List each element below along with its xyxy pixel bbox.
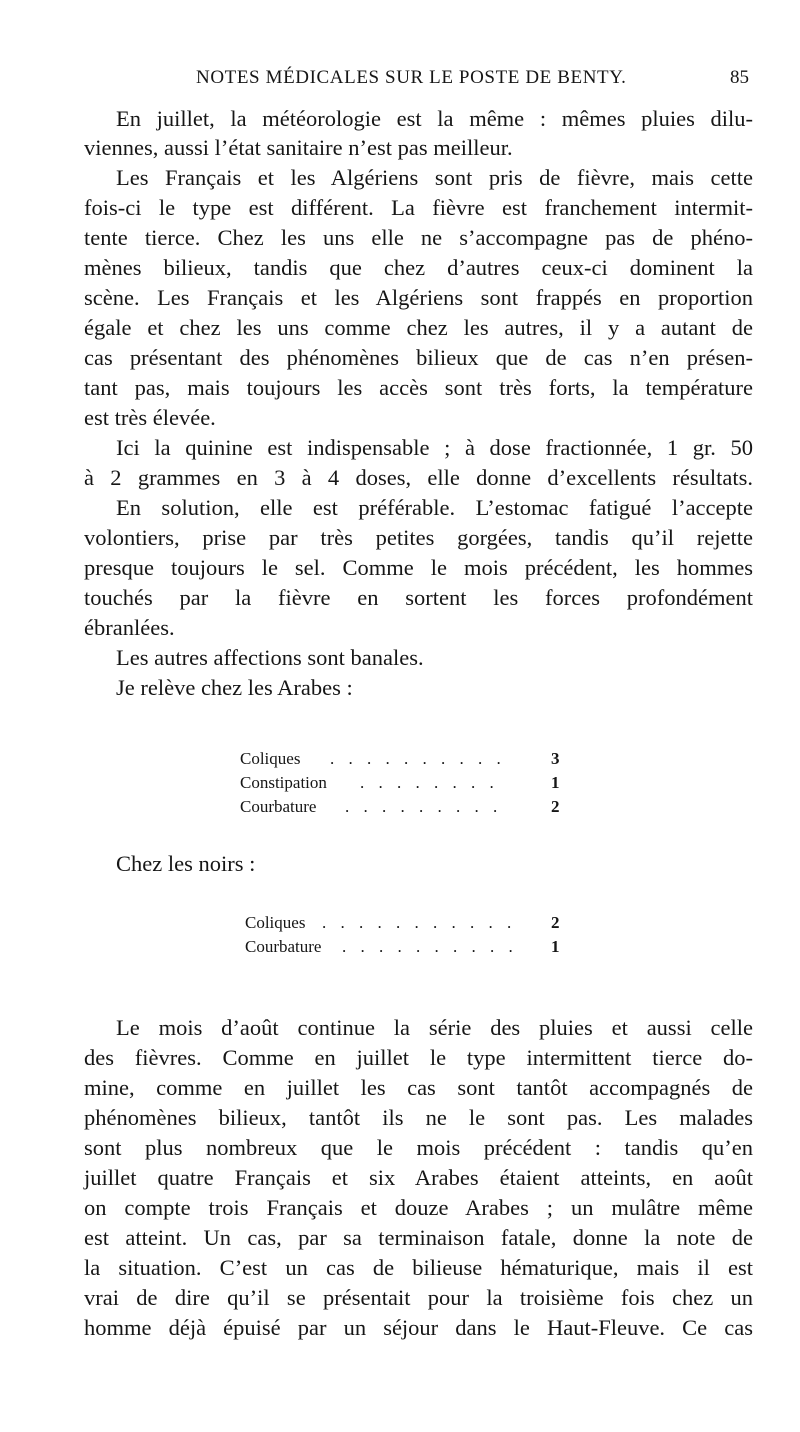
list-item-value: 1 bbox=[551, 773, 560, 792]
text-line: mènes bilieux, tandis que chez d’autres ceux-ci dominent la bbox=[84, 255, 753, 280]
text-line: Ici la quinine est indispensable ; à dose fractionnée, 1 gr. 50 bbox=[116, 435, 753, 460]
text-line: on compte trois Français et douze Arabes ; un mulâtre même bbox=[84, 1195, 753, 1220]
text-line: touchés par la fièvre en sortent les forces profondément bbox=[84, 585, 753, 610]
text-line: phénomènes bilieux, tantôt ils ne le sont pas. Les malades bbox=[84, 1105, 753, 1130]
text-line: Le mois d’août continue la série des pluies et aussi celle bbox=[116, 1015, 753, 1040]
text-line: ébranlées. bbox=[84, 615, 175, 640]
section-heading: Chez les noirs : bbox=[116, 851, 256, 876]
running-title: NOTES MÉDICALES SUR LE POSTE DE BENTY. bbox=[196, 67, 627, 88]
list-item-leader: . . . . . . . . . . . bbox=[322, 913, 517, 932]
list-item-label: Courbature bbox=[245, 937, 322, 956]
text-line: homme déjà épuisé par un séjour dans le Haut-Fleuve. Ce cas bbox=[84, 1315, 753, 1340]
text-line: scène. Les Français et les Algériens sont frappés en proportion bbox=[84, 285, 753, 310]
list-item-value: 2 bbox=[551, 797, 560, 816]
text-line: des fièvres. Comme en juillet le type intermittent tierce do- bbox=[84, 1045, 753, 1070]
text-line: la situation. C’est un cas de bilieuse hématurique, mais il est bbox=[84, 1255, 753, 1280]
list-item-label: Courbature bbox=[240, 797, 317, 816]
list-item-leader: . . . . . . . . . bbox=[345, 797, 503, 816]
list-item-leader: . . . . . . . . . . bbox=[342, 937, 518, 956]
list-item-value: 1 bbox=[551, 937, 560, 956]
list-item-label: Coliques bbox=[245, 913, 306, 932]
text-line: tente tierce. Chez les uns elle ne s’accompagne pas de phéno- bbox=[84, 225, 753, 250]
text-line: fois-ci le type est différent. La fièvre est franchement intermit- bbox=[84, 195, 753, 220]
list-item-value: 3 bbox=[551, 749, 560, 768]
text-line: Les autres affections sont banales. bbox=[116, 645, 424, 670]
text-line: viennes, aussi l’état sanitaire n’est pas meilleur. bbox=[84, 135, 513, 160]
text-line: presque toujours le sel. Comme le mois précédent, les hommes bbox=[84, 555, 753, 580]
text-line: à 2 grammes en 3 à 4 doses, elle donne d’excellents résultats. bbox=[84, 465, 753, 490]
text-line: tant pas, mais toujours les accès sont très forts, la température bbox=[84, 375, 753, 400]
page-number: 85 bbox=[730, 67, 749, 88]
text-line: juillet quatre Français et six Arabes étaient atteints, en août bbox=[84, 1165, 753, 1190]
text-line: Je relève chez les Arabes : bbox=[116, 675, 353, 700]
text-line: volontiers, prise par très petites gorgées, tandis qu’il rejette bbox=[84, 525, 753, 550]
list-item-leader: . . . . . . . . bbox=[360, 773, 499, 792]
text-line: En solution, elle est préférable. L’estomac fatigué l’accepte bbox=[116, 495, 753, 520]
list-item-value: 2 bbox=[551, 913, 560, 932]
text-line: est très élevée. bbox=[84, 405, 216, 430]
text-line: est atteint. Un cas, par sa terminaison fatale, donne la note de bbox=[84, 1225, 753, 1250]
text-line: cas présentant des phénomènes bilieux que de cas n’en présen- bbox=[84, 345, 753, 370]
text-line: égale et chez les uns comme chez les autres, il y a autant de bbox=[84, 315, 753, 340]
text-line: vrai de dire qu’il se présentait pour la troisième fois chez un bbox=[84, 1285, 753, 1310]
text-line: mine, comme en juillet les cas sont tantôt accompagnés de bbox=[84, 1075, 753, 1100]
list-item-label: Constipation bbox=[240, 773, 327, 792]
text-line: sont plus nombreux que le mois précédent : tandis qu’en bbox=[84, 1135, 753, 1160]
list-item-leader: . . . . . . . . . . bbox=[330, 749, 506, 768]
list-item-label: Coliques bbox=[240, 749, 301, 768]
text-line: Les Français et les Algériens sont pris de fièvre, mais cette bbox=[116, 165, 753, 190]
text-line: En juillet, la météorologie est la même : mêmes pluies dilu- bbox=[116, 106, 753, 131]
